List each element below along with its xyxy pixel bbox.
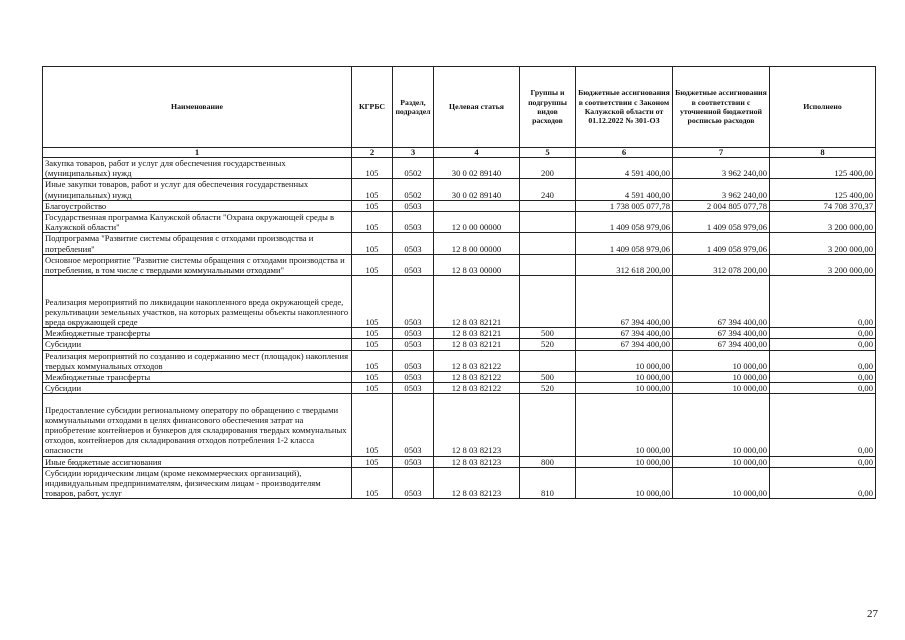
cell-executed-amount: 125 400,00 xyxy=(770,158,876,179)
budget-table xyxy=(42,66,876,499)
cell-law-amount: 4 591 400,00 xyxy=(576,179,673,200)
table-row xyxy=(43,158,876,179)
cell-section: 0503 xyxy=(393,372,434,383)
cell-law-amount: 10 000,00 xyxy=(576,394,673,456)
column-number: 6 xyxy=(576,148,673,158)
column-number: 1 xyxy=(43,148,352,158)
cell-name: Закупка товаров, работ и услуг для обеспечения государственных (муниципальных) нужд xyxy=(43,158,352,179)
cell-refined-amount: 10 000,00 xyxy=(673,467,770,499)
cell-law-amount: 1 409 058 979,06 xyxy=(576,212,673,233)
table-row xyxy=(43,200,876,211)
table-row xyxy=(43,467,876,499)
table-row xyxy=(43,339,876,350)
cell-name: Межбюджетные трансферты xyxy=(43,328,352,339)
cell-section: 0502 xyxy=(393,179,434,200)
cell-law-amount: 312 618 200,00 xyxy=(576,254,673,275)
cell-target: 12 8 03 82121 xyxy=(434,276,520,328)
cell-executed-amount: 0,00 xyxy=(770,339,876,350)
budget-report-sheet xyxy=(42,66,875,499)
column-number: 5 xyxy=(520,148,576,158)
cell-refined-amount: 67 394 400,00 xyxy=(673,328,770,339)
cell-refined-amount: 1 409 058 979,06 xyxy=(673,212,770,233)
page-number: 27 xyxy=(867,608,878,620)
header-name: Наименование xyxy=(43,67,352,148)
cell-kgrbs: 105 xyxy=(352,383,393,394)
cell-group: 240 xyxy=(520,179,576,200)
column-number-row xyxy=(43,148,876,158)
header-refined: Бюджетные ассигнования в соответствии с уточненной бюджетной росписью расходов xyxy=(673,67,770,148)
table-row xyxy=(43,456,876,467)
cell-kgrbs: 105 xyxy=(352,200,393,211)
cell-law-amount: 10 000,00 xyxy=(576,467,673,499)
cell-name: Основное мероприятие "Развитие системы обращения с отходами производства и потребления, в том числе с твердыми коммунальными отходами" xyxy=(43,254,352,275)
cell-refined-amount: 3 962 240,00 xyxy=(673,179,770,200)
column-number: 8 xyxy=(770,148,876,158)
cell-refined-amount: 2 004 805 077,78 xyxy=(673,200,770,211)
cell-group xyxy=(520,254,576,275)
cell-law-amount: 10 000,00 xyxy=(576,456,673,467)
cell-name: Иные закупки товаров, работ и услуг для обеспечения государственных (муниципальных) нужд xyxy=(43,179,352,200)
cell-refined-amount: 1 409 058 979,06 xyxy=(673,233,770,254)
cell-group: 520 xyxy=(520,383,576,394)
cell-target: 12 8 03 82122 xyxy=(434,383,520,394)
cell-refined-amount: 10 000,00 xyxy=(673,456,770,467)
table-row xyxy=(43,276,876,328)
cell-kgrbs: 105 xyxy=(352,339,393,350)
header-group: Группы и подгруппы видов расходов xyxy=(520,67,576,148)
cell-kgrbs: 105 xyxy=(352,456,393,467)
cell-name: Подпрограмма "Развитие системы обращения с отходами производства и потребления" xyxy=(43,233,352,254)
cell-name: Субсидии xyxy=(43,383,352,394)
cell-target: 12 8 03 82123 xyxy=(434,456,520,467)
table-row xyxy=(43,179,876,200)
cell-section: 0503 xyxy=(393,233,434,254)
cell-refined-amount: 10 000,00 xyxy=(673,372,770,383)
header-law: Бюджетные ассигнования в соответствии с Законом Калужской области от 01.12.2022 № 301-ОЗ xyxy=(576,67,673,148)
cell-target xyxy=(434,200,520,211)
cell-kgrbs: 105 xyxy=(352,233,393,254)
cell-kgrbs: 105 xyxy=(352,350,393,371)
cell-law-amount: 1 409 058 979,06 xyxy=(576,233,673,254)
cell-law-amount: 67 394 400,00 xyxy=(576,328,673,339)
cell-section: 0503 xyxy=(393,200,434,211)
cell-name: Предоставление субсидии региональному оператору по обращению с твердыми коммунальными отходами в целях финансового обеспечения затрат на приобретение контейнеров и бункеров для складирования твердых коммунальных отходов, контейнеров для складирования отходов потребления 1-2 класса опасности xyxy=(43,394,352,456)
cell-executed-amount: 3 200 000,00 xyxy=(770,233,876,254)
cell-section: 0503 xyxy=(393,276,434,328)
cell-section: 0503 xyxy=(393,212,434,233)
table-row xyxy=(43,383,876,394)
cell-kgrbs: 105 xyxy=(352,179,393,200)
cell-section: 0503 xyxy=(393,339,434,350)
cell-section: 0503 xyxy=(393,328,434,339)
cell-target: 12 8 03 82123 xyxy=(434,467,520,499)
cell-group: 200 xyxy=(520,158,576,179)
cell-section: 0503 xyxy=(393,350,434,371)
cell-target: 12 8 03 82122 xyxy=(434,350,520,371)
table-body xyxy=(43,158,876,499)
table-row xyxy=(43,350,876,371)
cell-kgrbs: 105 xyxy=(352,254,393,275)
cell-kgrbs: 105 xyxy=(352,158,393,179)
table-row xyxy=(43,254,876,275)
cell-name: Субсидии xyxy=(43,339,352,350)
cell-section: 0503 xyxy=(393,254,434,275)
cell-name: Государственная программа Калужской области "Охрана окружающей среды в Калужской области" xyxy=(43,212,352,233)
cell-group: 500 xyxy=(520,372,576,383)
cell-section: 0503 xyxy=(393,394,434,456)
cell-target: 12 8 03 82121 xyxy=(434,328,520,339)
header-kgrbs: КГРБС xyxy=(352,67,393,148)
header-target: Целевая статья xyxy=(434,67,520,148)
cell-group: 520 xyxy=(520,339,576,350)
cell-executed-amount: 0,00 xyxy=(770,328,876,339)
cell-group: 810 xyxy=(520,467,576,499)
column-number: 7 xyxy=(673,148,770,158)
cell-group xyxy=(520,233,576,254)
cell-target: 12 0 00 00000 xyxy=(434,212,520,233)
cell-name: Межбюджетные трансферты xyxy=(43,372,352,383)
cell-target: 30 0 02 89140 xyxy=(434,179,520,200)
cell-executed-amount: 0,00 xyxy=(770,394,876,456)
cell-executed-amount: 3 200 000,00 xyxy=(770,212,876,233)
cell-group xyxy=(520,212,576,233)
cell-name: Иные бюджетные ассигнования xyxy=(43,456,352,467)
cell-name: Реализация мероприятий по созданию и содержанию мест (площадок) накопления твердых коммунальных отходов xyxy=(43,350,352,371)
cell-kgrbs: 105 xyxy=(352,328,393,339)
header-executed: Исполнено xyxy=(770,67,876,148)
cell-executed-amount: 74 708 370,37 xyxy=(770,200,876,211)
cell-refined-amount: 10 000,00 xyxy=(673,383,770,394)
table-row xyxy=(43,394,876,456)
cell-executed-amount: 125 400,00 xyxy=(770,179,876,200)
cell-kgrbs: 105 xyxy=(352,394,393,456)
table-row xyxy=(43,372,876,383)
cell-executed-amount: 0,00 xyxy=(770,372,876,383)
cell-refined-amount: 67 394 400,00 xyxy=(673,339,770,350)
cell-group: 500 xyxy=(520,328,576,339)
cell-kgrbs: 105 xyxy=(352,276,393,328)
cell-law-amount: 67 394 400,00 xyxy=(576,276,673,328)
cell-section: 0503 xyxy=(393,467,434,499)
cell-executed-amount: 0,00 xyxy=(770,383,876,394)
cell-refined-amount: 3 962 240,00 xyxy=(673,158,770,179)
cell-executed-amount: 0,00 xyxy=(770,276,876,328)
column-number: 2 xyxy=(352,148,393,158)
cell-target: 12 8 03 82123 xyxy=(434,394,520,456)
cell-kgrbs: 105 xyxy=(352,372,393,383)
cell-group xyxy=(520,350,576,371)
cell-kgrbs: 105 xyxy=(352,212,393,233)
table-row xyxy=(43,328,876,339)
cell-target: 12 8 03 82121 xyxy=(434,339,520,350)
cell-refined-amount: 10 000,00 xyxy=(673,394,770,456)
cell-refined-amount: 10 000,00 xyxy=(673,350,770,371)
cell-section: 0502 xyxy=(393,158,434,179)
cell-executed-amount: 0,00 xyxy=(770,350,876,371)
cell-executed-amount: 0,00 xyxy=(770,467,876,499)
header-row xyxy=(43,67,876,148)
cell-kgrbs: 105 xyxy=(352,467,393,499)
cell-executed-amount: 0,00 xyxy=(770,456,876,467)
column-number: 4 xyxy=(434,148,520,158)
cell-section: 0503 xyxy=(393,456,434,467)
cell-law-amount: 10 000,00 xyxy=(576,383,673,394)
cell-group: 800 xyxy=(520,456,576,467)
cell-group xyxy=(520,394,576,456)
column-number: 3 xyxy=(393,148,434,158)
cell-refined-amount: 67 394 400,00 xyxy=(673,276,770,328)
cell-law-amount: 10 000,00 xyxy=(576,350,673,371)
cell-name: Реализация мероприятий по ликвидации накопленного вреда окружающей среде, рекультивации земельных участков, на которых размещены объекты накопленного вреда окружающей среде xyxy=(43,276,352,328)
cell-target: 30 0 02 89140 xyxy=(434,158,520,179)
cell-executed-amount: 3 200 000,00 xyxy=(770,254,876,275)
cell-section: 0503 xyxy=(393,383,434,394)
header-section: Раздел, подраздел xyxy=(393,67,434,148)
table-row xyxy=(43,212,876,233)
cell-target: 12 8 00 00000 xyxy=(434,233,520,254)
cell-group xyxy=(520,276,576,328)
cell-refined-amount: 312 078 200,00 xyxy=(673,254,770,275)
cell-law-amount: 1 738 005 077,78 xyxy=(576,200,673,211)
cell-name: Благоустройство xyxy=(43,200,352,211)
table-row xyxy=(43,233,876,254)
cell-group xyxy=(520,200,576,211)
cell-name: Субсидии юридическим лицам (кроме некоммерческих организаций), индивидуальным предпринимателям, физическим лицам - производителям товаров, работ, услуг xyxy=(43,467,352,499)
cell-law-amount: 4 591 400,00 xyxy=(576,158,673,179)
cell-law-amount: 10 000,00 xyxy=(576,372,673,383)
cell-target: 12 8 03 00000 xyxy=(434,254,520,275)
cell-law-amount: 67 394 400,00 xyxy=(576,339,673,350)
cell-target: 12 8 03 82122 xyxy=(434,372,520,383)
